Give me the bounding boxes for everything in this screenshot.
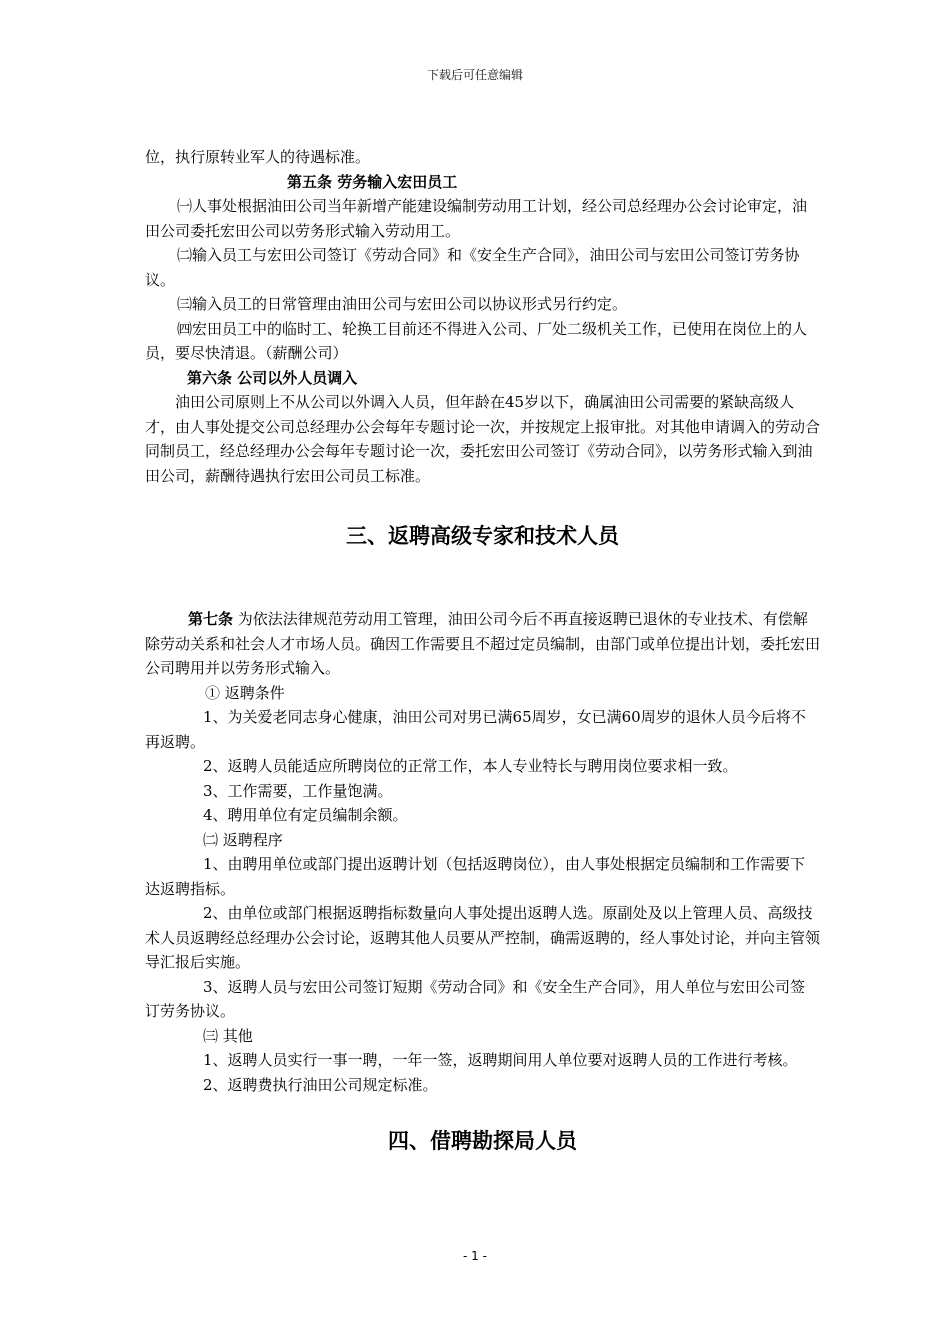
sub-1-item-1: 1、为关爱老同志身心健康，油田公司对男已满65周岁，女已满60周岁的退休人员今后将不再返聘。	[145, 708, 806, 751]
document-body	[145, 145, 820, 1155]
sub-2-item-3: 3、返聘人员与宏田公司签订短期《劳动合同》和《安全生产合同》，用人单位与宏田公司签订劳务协议。	[145, 977, 806, 1020]
sub-1-item-4: 4、聘用单位有定员编制余额。	[203, 806, 408, 824]
sub-1-title: ① 返聘条件	[205, 683, 285, 702]
sub-3-item-1: 1、返聘人员实行一事一聘，一年一签，返聘期间用人单位要对返聘人员的工作进行考核。	[203, 1051, 798, 1069]
paragraph-continuation: 位，执行原转业军人的待遇标准。	[145, 148, 371, 166]
article-5-item-4: ㈣宏田员工中的临时工、轮换工目前还不得进入公司、厂处二级机关工作，已使用在岗位上的人员，要尽快清退。（薪酬公司）	[145, 319, 808, 362]
section-3-heading: 三、返聘高级专家和技术人员	[346, 524, 619, 548]
article-6-title: 第六条 公司以外人员调入	[187, 368, 358, 387]
section-4-heading: 四、借聘勘探局人员	[388, 1129, 577, 1153]
article-5-item-2: ㈡输入员工与宏田公司签订《劳动合同》和《安全生产合同》，油田公司与宏田公司签订劳务协议。	[145, 246, 800, 289]
sub-3-item-2: 2、返聘费执行油田公司规定标准。	[203, 1075, 438, 1094]
sub-2-item-2: 2、由单位或部门根据返聘指标数量向人事处提出返聘人选。原副处及以上管理人员、高级技术人员返聘经总经理办公会讨论，返聘其他人员要从严控制，确需返聘的，经人事处讨论，并向主管领导汇报后实施。	[145, 904, 821, 971]
article-7-lead: 第七条	[188, 610, 234, 628]
page-header: 下载后可任意编辑	[426, 68, 523, 82]
sub-2-title: ㈡ 返聘程序	[203, 830, 283, 849]
sub-3-title: ㈢ 其他	[203, 1026, 253, 1045]
article-5-item-3: ㈢输入员工的日常管理由油田公司与宏田公司以协议形式另行约定。	[177, 295, 628, 313]
article-5-title: 第五条 劳务输入宏田员工	[287, 172, 458, 191]
page-number: - 1 -	[463, 1249, 487, 1263]
article-7-text: 为依法法律规范劳动用工管理，油田公司今后不再直接返聘已退休的专业技术、有偿解除劳动关系和社会人才市场人员。确因工作需要且不超过定员编制，由部门或单位提出计划，委托宏田公司聘用并以劳务形式输入。	[145, 610, 821, 677]
sub-1-item-2: 2、返聘人员能适应所聘岗位的正常工作，本人专业特长与聘用岗位要求相一致。	[203, 757, 738, 775]
article-7-body	[145, 607, 820, 681]
sub-2-item-1: 1、由聘用单位或部门提出返聘计划（包括返聘岗位），由人事处根据定员编制和工作需要下达返聘指标。	[145, 855, 806, 898]
sub-1-item-3: 3、工作需要，工作量饱满。	[203, 781, 393, 800]
article-5-item-1: ㈠人事处根据油田公司当年新增产能建设编制劳动用工计划，经公司总经理办公会讨论审定，油田公司委托宏田公司以劳务形式输入劳动用工。	[145, 197, 808, 240]
article-6-body: 油田公司原则上不从公司以外调入人员，但年龄在45岁以下，确属油田公司需要的紧缺高级人才，由人事处提交公司总经理办公会每年专题讨论一次，并按规定上报审批。对其他申请调入的劳动合同制员工，经总经理办公会每年专题讨论一次，委托宏田公司签订《劳动合同》，以劳务形式输入到油田公司，薪酬待遇执行宏田公司员工标准。	[145, 393, 821, 485]
